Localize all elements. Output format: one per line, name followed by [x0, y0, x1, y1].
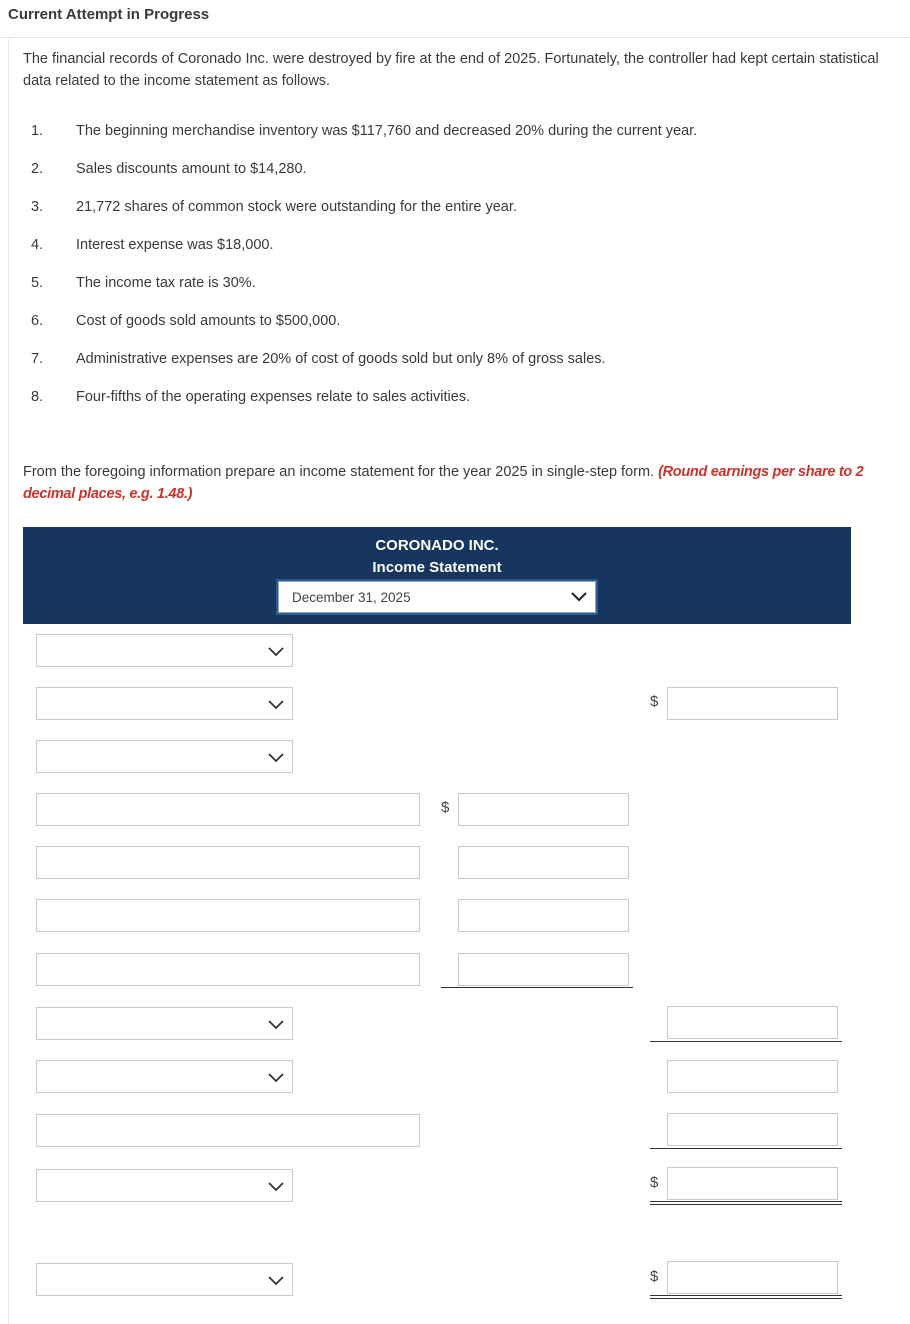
- account-name-input[interactable]: [36, 899, 420, 932]
- dollar-sign: $: [441, 799, 450, 816]
- eps-input[interactable]: [667, 1261, 838, 1294]
- amount-input[interactable]: [667, 687, 838, 720]
- chevron-down-icon: [267, 1019, 285, 1031]
- chevron-down-icon: [570, 591, 588, 603]
- chevron-down-icon: [267, 752, 285, 764]
- account-dropdown[interactable]: [36, 1007, 293, 1040]
- chevron-down-icon: [267, 1275, 285, 1287]
- date-dropdown[interactable]: [278, 581, 596, 613]
- chevron-down-icon: [267, 1072, 285, 1084]
- dollar-sign: $: [650, 1174, 659, 1191]
- account-dropdown[interactable]: [36, 1169, 293, 1202]
- amount-input[interactable]: [667, 1113, 838, 1146]
- account-dropdown[interactable]: [36, 687, 293, 720]
- account-dropdown[interactable]: [36, 1060, 293, 1093]
- account-name-input[interactable]: [36, 793, 420, 826]
- chevron-down-icon: [267, 646, 285, 658]
- account-name-input[interactable]: [36, 846, 420, 879]
- date-dropdown-value: December 31, 2025: [292, 590, 411, 605]
- amount-input[interactable]: [458, 793, 629, 826]
- amount-input[interactable]: [667, 1060, 838, 1093]
- instruction-text: From the foregoing information prepare an income statement for the year 2025 in single-step form. (Round earnings per share to 2 decimal places, e.g. 1.48.): [23, 464, 864, 502]
- attempt-header: [0, 0, 910, 38]
- double-rule-top: [650, 1201, 842, 1202]
- company-name: CORONADO INC.: [375, 537, 499, 554]
- amount-input[interactable]: [667, 1006, 838, 1039]
- account-dropdown[interactable]: [36, 740, 293, 773]
- statement-header: [23, 527, 851, 624]
- amount-input[interactable]: [458, 899, 629, 932]
- chevron-down-icon: [267, 1181, 285, 1193]
- total-rule: [650, 1041, 842, 1042]
- total-rule: [650, 1148, 842, 1149]
- amount-input[interactable]: [458, 953, 629, 986]
- account-dropdown[interactable]: [36, 1263, 293, 1296]
- statement-title: Income Statement: [372, 559, 502, 576]
- dollar-sign: $: [650, 693, 659, 710]
- account-name-input[interactable]: [36, 1114, 420, 1147]
- double-rule-bottom: [650, 1204, 842, 1205]
- account-name-input[interactable]: [36, 953, 420, 986]
- subtotal-rule: [441, 987, 633, 988]
- double-rule-bottom: [650, 1298, 842, 1299]
- attempt-title: Current Attempt in Progress: [8, 6, 210, 23]
- amount-input[interactable]: [458, 846, 629, 879]
- double-rule-top: [650, 1295, 842, 1296]
- rounding-hint: (Round earnings per share to 2 decimal places, e.g. 1.48.): [23, 464, 864, 502]
- net-income-input[interactable]: [667, 1167, 838, 1200]
- account-dropdown[interactable]: [36, 634, 293, 667]
- chevron-down-icon: [267, 699, 285, 711]
- problem-intro: The financial records of Coronado Inc. were destroyed by fire at the end of 2025. Fortunately, the controller had kept certain statistical data related to the income statement as follows.: [23, 51, 879, 89]
- dollar-sign: $: [650, 1268, 659, 1285]
